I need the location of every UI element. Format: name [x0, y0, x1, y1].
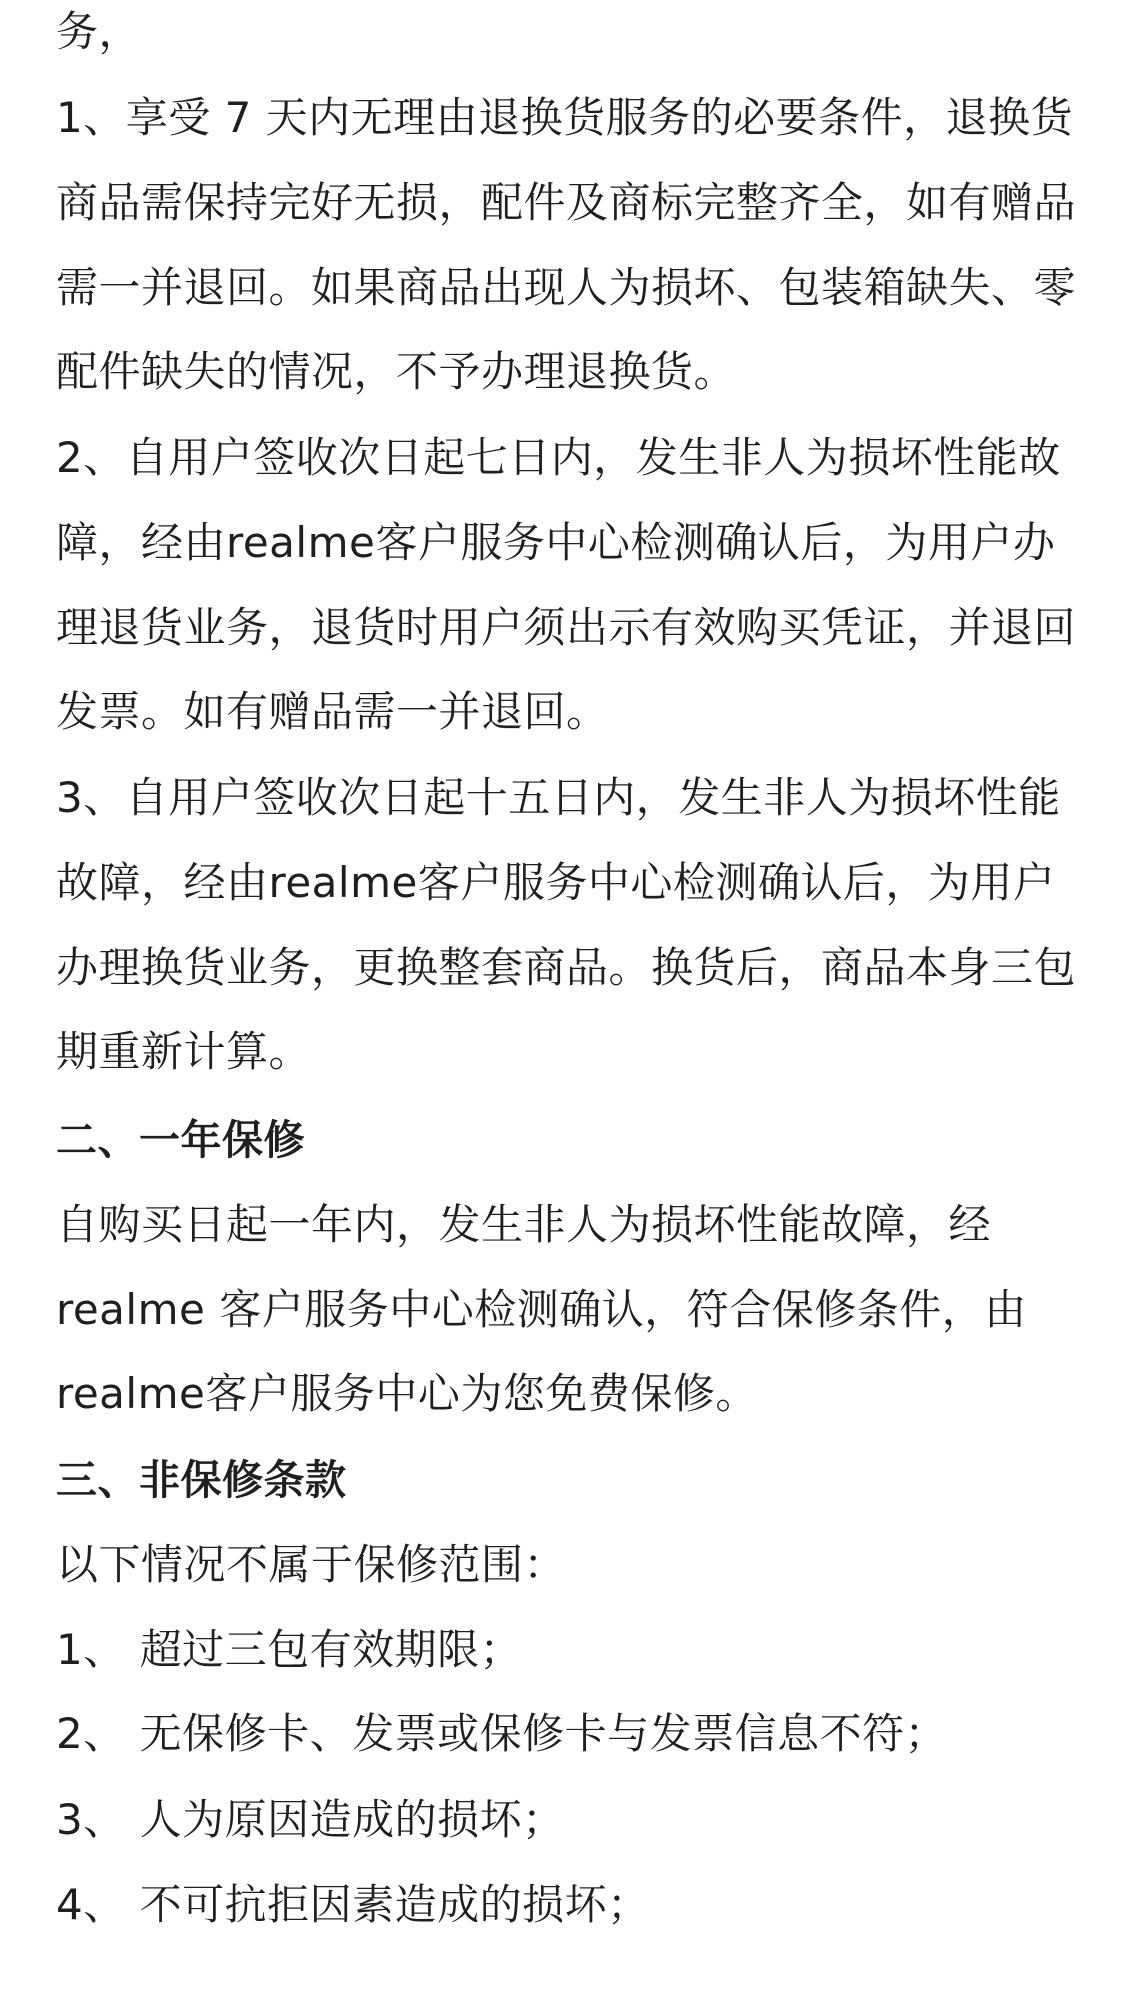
- text-line: realme客户服务中心为您免费保修。: [56, 1369, 758, 1418]
- list-item: 4、 不可抗拒因素造成的损坏；: [56, 1880, 650, 1929]
- list-item: 3、 人为原因造成的损坏；: [56, 1795, 565, 1844]
- text-line: 商品需保持完好无损，配件及商标完整齐全，如有赠品: [56, 178, 1077, 227]
- text-line: 配件缺失的情况，不予办理退换货。: [56, 347, 737, 396]
- text-line: 障，经由realme客户服务中心检测确认后，为用户办: [56, 518, 1056, 567]
- text-line: 1、享受 7 天内无理由退换货服务的必要条件，退换货: [56, 93, 1074, 142]
- text-line: 以下情况不属于保修范围：: [56, 1540, 567, 1589]
- text-line: 故障，经由realme客户服务中心检测确认后，为用户: [56, 858, 1056, 907]
- text-line: realme 客户服务中心检测确认，符合保修条件，由: [56, 1285, 1027, 1334]
- text-line: 自购买日起一年内，发生非人为损坏性能故障，经: [56, 1200, 992, 1249]
- text-line: 2、自用户签收次日起七日内，发生非人为损坏性能故: [56, 433, 1061, 482]
- text-line: 3、自用户签收次日起十五日内，发生非人为损坏性能: [56, 773, 1061, 822]
- section-heading: 三、非保修条款: [56, 1456, 347, 1504]
- text-line: 办理换货业务，更换整套商品。换货后，商品本身三包: [56, 943, 1077, 992]
- text-line: 需一并退回。如果商品出现人为损坏、包装箱缺失、零: [56, 263, 1077, 312]
- text-line: 理退货业务，退货时用户须出示有效购买凭证，并退回: [56, 603, 1077, 652]
- text-line: 期重新计算。: [56, 1027, 312, 1076]
- list-item: 2、 无保修卡、发票或保修卡与发票信息不符；: [56, 1709, 948, 1758]
- text-line: 发票。如有赠品需一并退回。: [56, 687, 609, 736]
- list-item: 1、 超过三包有效期限；: [56, 1625, 523, 1674]
- section-heading: 二、一年保修: [56, 1116, 305, 1164]
- text-line: 务，: [56, 7, 142, 56]
